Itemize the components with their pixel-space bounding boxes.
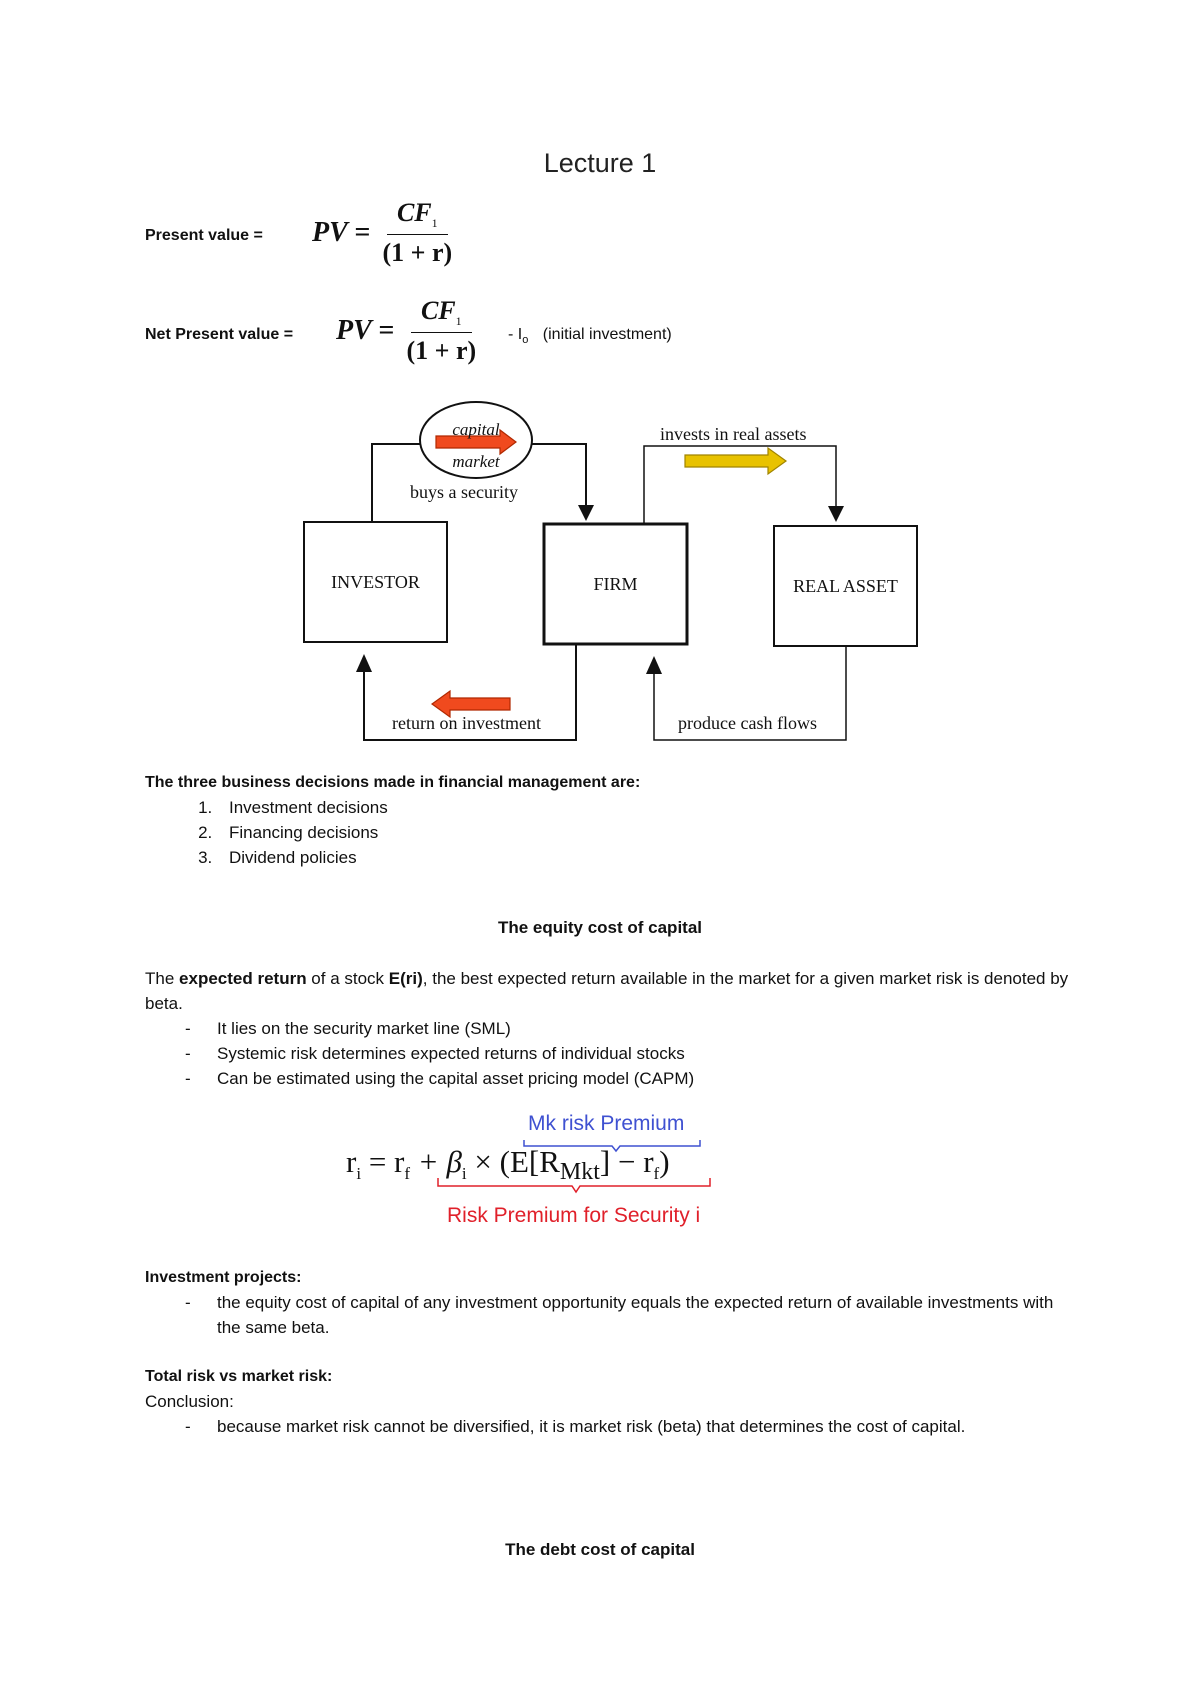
npv-fraction: $\frac{CF_1}{(1 + r)}$: [406, 296, 477, 366]
pv-numerator: CF: [396, 198, 432, 227]
investment-projects-heading: Investment projects:: [145, 1269, 302, 1286]
capital-label: capital: [452, 420, 500, 439]
pv-lhs: PV =: [312, 217, 371, 249]
npv-label: Net Present value =: [145, 326, 294, 343]
list-item: - because market risk cannot be diversified, it is market risk (beta) that determines the cost of capital.: [145, 1414, 1105, 1439]
mk-risk-premium-label: Mk risk Premium: [528, 1112, 685, 1135]
list-item: - It lies on the security market line (SML): [145, 1016, 1070, 1041]
list-item: 1. Investment decisions: [217, 795, 1105, 820]
list-item: 3. Dividend policies: [217, 845, 1105, 870]
investor-label: INVESTOR: [331, 572, 420, 592]
cash-flows-label: produce cash flows: [678, 713, 817, 733]
equity-heading: The equity cost of capital: [497, 918, 703, 937]
page-title: Lecture 1: [543, 148, 657, 178]
present-value-label: Present value =: [145, 227, 263, 244]
pv-fraction: $\frac{CF_1}{(1 + r)}$: [382, 198, 453, 268]
pv-denominator: (1 + r): [382, 238, 453, 268]
invests-label: invests in real assets: [660, 424, 807, 444]
total-risk-section: [145, 1364, 1105, 1439]
capm-formula: $r_i = r_f + \beta_i \times (E[R_{Mkt}] - r_f)$: [346, 1144, 670, 1186]
equity-intro: The expected return of a stock E(ri), the best expected return available in the market for a given market risk is denoted by beta.: [145, 969, 1069, 1013]
list-item: - the equity cost of capital of any investment opportunity equals the expected return of available investments with the same beta.: [145, 1290, 1070, 1340]
decisions-heading: The three business decisions made in financial management are:: [145, 774, 641, 791]
total-risk-heading: Total risk vs market risk:: [145, 1368, 333, 1385]
firm-label: FIRM: [593, 574, 638, 594]
list-item: 2. Financing decisions: [217, 820, 1105, 845]
npv-lhs: PV =: [336, 315, 395, 347]
investment-projects-section: [145, 1265, 1070, 1340]
market-label: market: [452, 452, 500, 471]
debt-heading: The debt cost of capital: [505, 1540, 695, 1559]
npv-numerator: CF: [420, 296, 456, 325]
real-asset-label: REAL ASSET: [793, 576, 898, 596]
risk-premium-label: Risk Premium for Security i: [447, 1204, 701, 1227]
npv-initial-investment: - $I_o$ (initial investment): [508, 326, 672, 347]
list-item: - Systemic risk determines expected returns of individual stocks: [145, 1041, 1070, 1066]
return-label: return on investment: [392, 713, 541, 733]
list-item: - Can be estimated using the capital asset pricing model (CAPM): [145, 1066, 1070, 1091]
buys-security-label: buys a security: [410, 482, 518, 502]
conclusion-label: Conclusion:: [145, 1392, 234, 1411]
npv-denominator: (1 + r): [406, 336, 477, 366]
